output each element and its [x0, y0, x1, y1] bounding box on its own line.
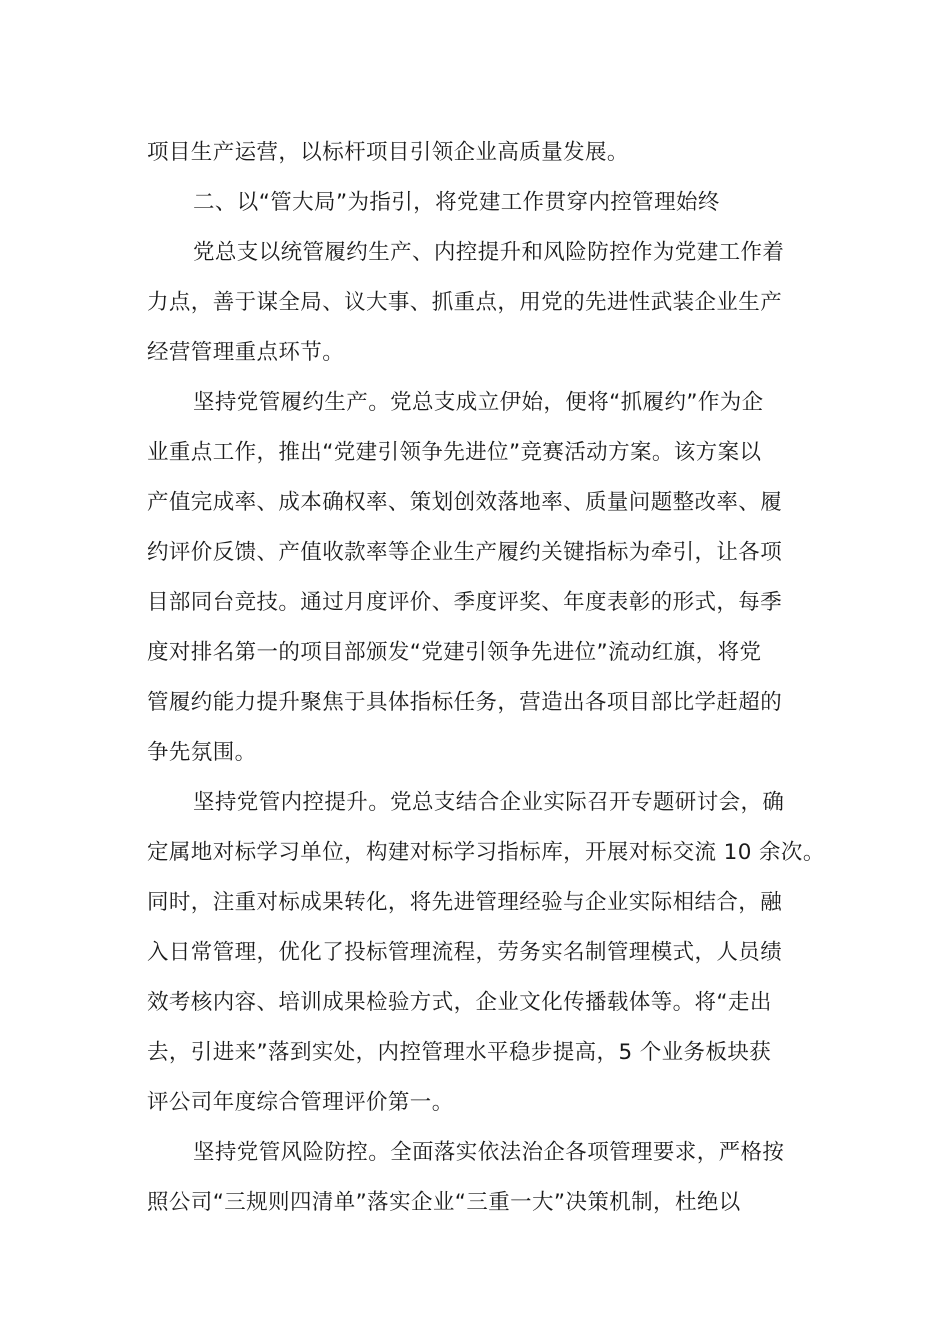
text-line-03: 党总支以统管履约生产、内控提升和风险防控作为党建工作着 — [193, 240, 785, 265]
text-line-08: 产值完成率、成本确权率、策划创效落地率、质量问题整改率、履 — [147, 490, 783, 515]
text-line-18: 效考核内容、培训成果检验方式，企业文化传播载体等。将“走出 — [147, 990, 772, 1015]
text-line-05: 经营管理重点环节。 — [147, 340, 345, 365]
text-line-20: 评公司年度综合管理评价第一。 — [147, 1090, 454, 1115]
text-line-12: 管履约能力提升聚焦于具体指标任务，营造出各项目部比学赶超的 — [147, 690, 783, 715]
section-heading: 二、以“管大局”为指引，将党建工作贯穿内控管理始终 — [193, 190, 720, 215]
text-line-16: 同时，注重对标成果转化，将先进管理经验与企业实际相结合，融 — [147, 890, 783, 915]
text-line-14: 坚持党管内控提升。党总支结合企业实际召开专题研讨会，确 — [193, 790, 785, 815]
text-line-13: 争先氛围。 — [147, 740, 257, 765]
text-line-10: 目部同台竞技。通过月度评价、季度评奖、年度表彰的形式，每季 — [147, 590, 783, 615]
text-line-06: 坚持党管履约生产。党总支成立伊始，便将“抓履约”作为企 — [193, 390, 764, 415]
text-line-19: 去，引进来”落到实处，内控管理水平稳步提高，5 个业务板块获 — [147, 1040, 772, 1065]
text-line-21: 坚持党管风险防控。全面落实依法治企各项管理要求，严格按 — [193, 1140, 785, 1165]
text-line-07: 业重点工作，推出“党建引领争先进位”竞赛活动方案。该方案以 — [147, 440, 762, 465]
text-line-09: 约评价反馈、产值收款率等企业生产履约关键指标为牵引，让各项 — [147, 540, 783, 565]
text-line-22: 照公司“三规则四清单”落实企业“三重一大”决策机制，杜绝以 — [147, 1190, 741, 1215]
text-line-15: 定属地对标学习单位，构建对标学习指标库，开展对标交流 10 余次。 — [147, 840, 825, 865]
text-line-01: 项目生产运营，以标杆项目引领企业高质量发展。 — [147, 140, 629, 165]
text-line-11: 度对排名第一的项目部颁发“党建引领争先进位”流动红旗，将党 — [147, 640, 762, 665]
text-line-17: 入日常管理，优化了投标管理流程，劳务实名制管理模式，人员绩 — [147, 940, 783, 965]
text-line-04: 力点，善于谋全局、议大事、抓重点，用党的先进性武装企业生产 — [147, 290, 783, 315]
